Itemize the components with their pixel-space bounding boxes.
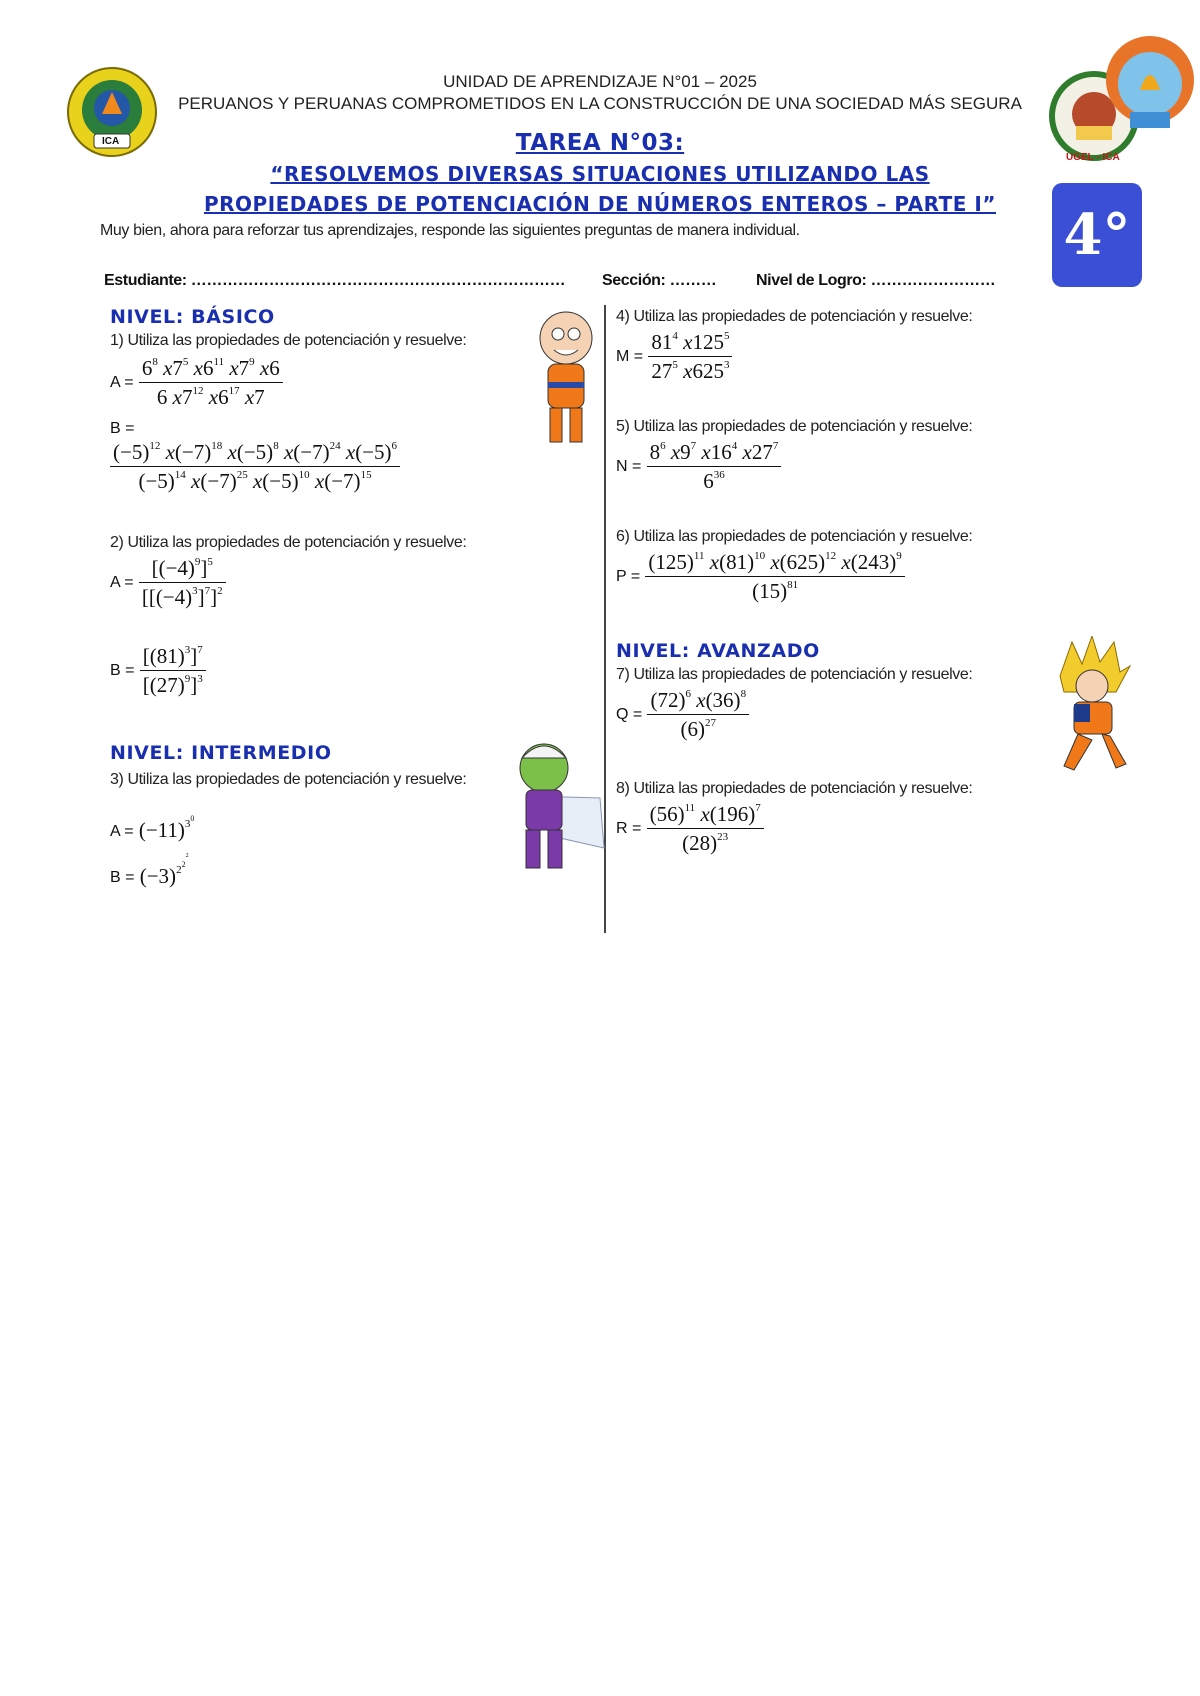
label-q: Q = (616, 706, 643, 723)
level-intermediate-heading: NIVEL: INTERMEDIO (110, 742, 332, 764)
logo-left-text: ICA (102, 136, 120, 147)
grade-badge: 4° (1052, 183, 1142, 287)
logo-right-text: UGEL - ICA (1066, 152, 1120, 163)
label-b: B = (110, 420, 135, 437)
task-subtitle-line1: “RESOLVEMOS DIVERSAS SITUACIONES UTILIZANDO LAS (270, 162, 930, 186)
student-field: Estudiante: ……………………………………………………………… (104, 272, 566, 289)
label-m: M = (616, 348, 644, 365)
task-subtitle-line2: PROPIEDADES DE POTENCIACIÓN DE NÚMEROS ENTEROS – PARTE I” (203, 192, 996, 216)
label-b: B = (110, 869, 135, 887)
label-n: N = (616, 458, 642, 475)
q8-expression-r: R = $\frac{(56)^{11} x(196)^7}{(28)^{23}}$ (616, 802, 764, 856)
level-advanced-heading: NIVEL: AVANZADO (616, 640, 820, 662)
label-a: A = (110, 574, 134, 591)
question-3: 3) Utiliza las propiedades de potenciación y resuelve: (110, 771, 467, 788)
achievement-field: Nivel de Logro: …………………… (756, 272, 996, 289)
q1-expression-b: $\frac{(-5)^{12} x(-7)^{18} x(-5)^8 x(-7)^{24} x(-5)^6}{(-5)^{14} x(-7)^{25} x(-5)^{10} x(-7)^{15}}$ (110, 440, 400, 494)
question-7: 7) Utiliza las propiedades de potenciación y resuelve: (616, 666, 973, 683)
task-title: TAREA N°03: (515, 130, 685, 156)
label-a: A = (110, 374, 134, 391)
question-5: 5) Utiliza las propiedades de potenciación y resuelve: (616, 418, 973, 435)
unit-title: UNIDAD DE APRENDIZAJE N°01 – 2025 (443, 72, 757, 91)
q6-expression-p: P = $\frac{(125)^{11} x(81)^{10} x(625)^{12} x(243)^9}{(15)^{81}}$ (616, 550, 905, 604)
goku-illustration (1050, 636, 1134, 778)
q2-expression-a: A = $\frac{[(-4)^9]^5}{[[(-4)^3]^7]^2}$ (110, 556, 226, 610)
question-6: 6) Utiliza las propiedades de potenciación y resuelve: (616, 528, 973, 545)
q7-expression-q: Q = $\frac{(72)^6 x(36)^8}{(6)^{27}}$ (616, 688, 749, 742)
question-8: 8) Utiliza las propiedades de potenciación y resuelve: (616, 780, 973, 797)
label-b: B = (110, 662, 135, 679)
q5-expression-n: N = $\frac{8^6 x9^7 x16^4 x27^7}{6^{36}}$ (616, 440, 781, 494)
question-2: 2) Utiliza las propiedades de potenciación y resuelve: (110, 534, 467, 551)
piccolo-illustration (500, 738, 606, 876)
unit-slogan: PERUANOS Y PERUANAS COMPROMETIDOS EN LA CONSTRUCCIÓN DE UNA SOCIEDAD MÁS SEGURA (178, 94, 1022, 113)
section-field: Sección: ……… (602, 272, 717, 289)
label-r: R = (616, 820, 642, 837)
label-p: P = (616, 568, 641, 585)
q2-expression-b: B = $\frac{[(81)^3]^7}{[(27)^9]^3}$ (110, 644, 206, 698)
q3-expression-b: $B = (-3)^{2^{2^2}}$ (110, 853, 189, 888)
level-basic-heading: NIVEL: BÁSICO (110, 306, 275, 328)
krillin-illustration (530, 308, 602, 452)
q4-expression-m: M = $\frac{81^4 x125^5}{27^5 x625^3}$ (616, 330, 732, 384)
q1-expression-a: A = $\frac{6^8 x7^5 x6^{11} x7^9 x6}{6 x7^{12} x6^{17} x7}$ (110, 356, 283, 410)
question-1: 1) Utiliza las propiedades de potenciación y resuelve: (110, 332, 467, 349)
q3-expression-a: $A = (-11)^{3^0}$ (110, 814, 195, 842)
question-4: 4) Utiliza las propiedades de potenciación y resuelve: (616, 308, 973, 325)
label-a: A = (110, 823, 134, 841)
intro-text: Muy bien, ahora para reforzar tus aprendizajes, responde las siguientes preguntas de manera individual. (100, 222, 800, 239)
